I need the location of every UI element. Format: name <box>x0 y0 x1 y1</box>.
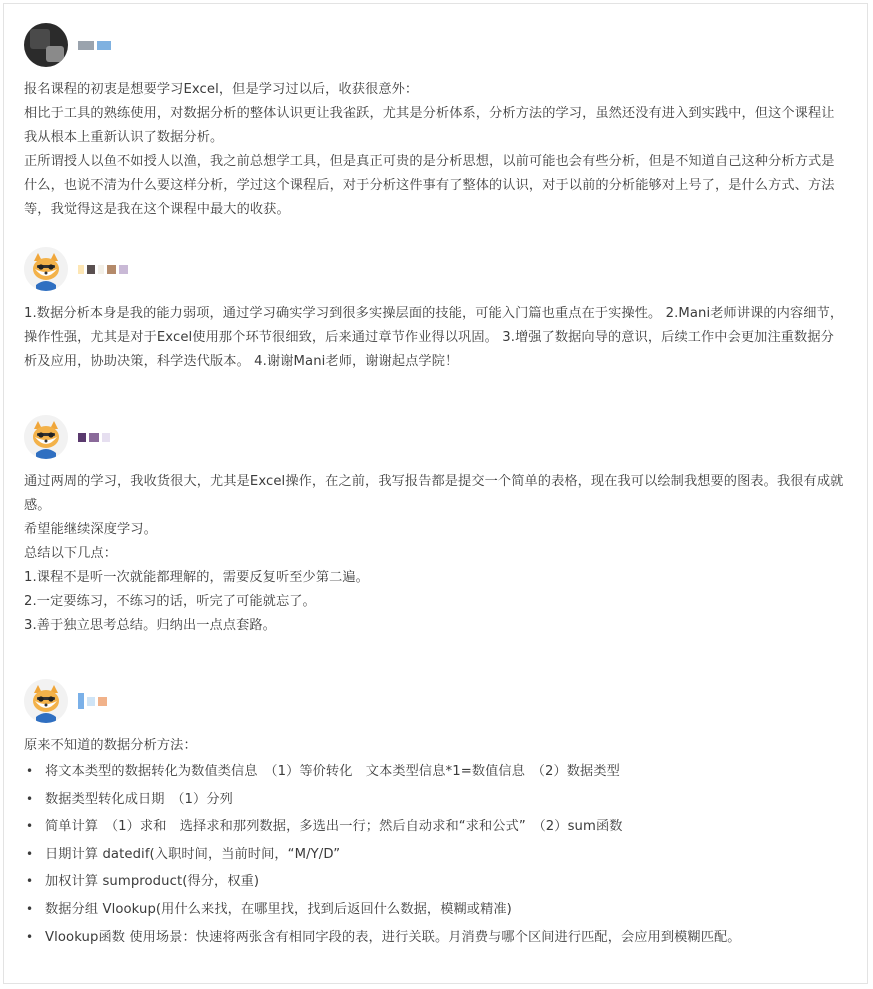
list-item: • 日期计算 datedif(入职时间，当前时间，“M/Y/D” <box>24 841 844 869</box>
comment-body <box>24 470 844 638</box>
comment-paragraph: 通过两周的学习，我收货很大，尤其是Excel操作，在之前，我写报告都是提交一个简单的表格，现在我可以绘制我想要的图表。我很有成就感。 <box>24 474 844 513</box>
comment-body <box>24 78 844 222</box>
list-item: • 数据分组 Vlookup(用什么来找，在哪里找，找到后返回什么数据，模糊或精准) <box>24 896 844 924</box>
comment-body <box>24 302 844 374</box>
list-item: • 加权计算 sumproduct(得分，权重) <box>24 868 844 896</box>
comment-header <box>24 414 844 460</box>
list-item: • Vlookup函数 使用场景：快速将两张含有相同字段的表，进行关联。月消费与哪个区间进行匹配，会应用到模糊匹配。 <box>24 924 844 952</box>
list-item: • 数据类型转化成日期 （1）分列 <box>24 786 844 814</box>
methods-list <box>24 758 844 951</box>
comment-3 <box>24 414 844 638</box>
comment-1 <box>24 22 844 222</box>
username-blurred[interactable] <box>78 41 111 50</box>
comment-4 <box>24 678 844 951</box>
testimonials-card <box>3 3 868 984</box>
username-blurred[interactable] <box>78 693 107 709</box>
list-item: • 将文本类型的数据转化为数值类信息 （1）等价转化 文本类型信息*1=数值信息 （2）数据类型 <box>24 758 844 786</box>
bullet-icon: • <box>26 764 34 778</box>
comment-paragraph: 2.一定要练习，不练习的话，听完了可能就忘了。 <box>24 594 316 609</box>
comment-paragraph: 1.数据分析本身是我的能力弱项，通过学习确实学习到很多实操层面的技能，可能入门篇也重点在于实操性。 2.Mani老师讲课的内容细节，操作性强，尤其是对于Excel使用那个环节很细致，后来通过章节作业得以巩固。 3.增强了数据向导的意识，后续工作中会更加注重数据分析及应用，协助决策，科学迭代版本。 4.谢谢Mani老师，谢谢起点学院！ <box>24 306 844 369</box>
avatar[interactable] <box>24 23 68 67</box>
username-blurred[interactable] <box>78 265 128 274</box>
comment-header <box>24 22 844 68</box>
bullet-icon: • <box>26 901 34 916</box>
username-blurred[interactable] <box>78 433 110 442</box>
comment-paragraph: 报名课程的初衷是想要学习Excel，但是学习过以后，收获很意外： <box>24 82 419 97</box>
bullet-icon: • <box>26 819 34 834</box>
comment-header <box>24 678 844 724</box>
fox-mascot-icon <box>24 247 68 291</box>
comment-paragraph: 相比于工具的熟练使用，对数据分析的整体认识更让我雀跃，尤其是分析体系，分析方法的学习，虽然还没有进入到实践中，但这个课程让我从根本上重新认识了数据分析。 <box>24 106 835 145</box>
avatar[interactable] <box>24 415 68 459</box>
comment-header <box>24 246 844 292</box>
avatar[interactable] <box>24 247 68 291</box>
comment-paragraph: 3.善于独立思考总结。归纳出一点点套路。 <box>24 618 276 633</box>
list-item: • 简单计算 （1）求和 选择求和那列数据，多选出一行；然后自动求和“求和公式” （2）sum函数 <box>24 813 844 841</box>
comment-paragraph: 正所谓授人以鱼不如授人以渔，我之前总想学工具，但是真正可贵的是分析思想，以前可能也会有些分析，但是不知道自己这种分析方式是什么，也说不清为什么要这样分析，学过这个课程后，对于分析这件事有了整体的认识，对于以前的分析能够对上号了，是什么方式、方法等，我觉得这是我在这个课程中最大的收获。 <box>24 154 835 217</box>
comment-paragraph: 总结以下几点： <box>24 546 118 561</box>
comment-2 <box>24 246 844 374</box>
comment-paragraph: 1.课程不是听一次就能都理解的，需要反复听至少第二遍。 <box>24 570 369 585</box>
avatar[interactable] <box>24 679 68 723</box>
bullet-icon: • <box>26 929 34 944</box>
bullet-icon: • <box>26 846 34 861</box>
comment-paragraph: 希望能继续深度学习。 <box>24 522 157 537</box>
fox-mascot-icon <box>24 415 68 459</box>
bullet-icon: • <box>26 791 34 806</box>
comment-body <box>24 734 844 951</box>
fox-mascot-icon <box>24 679 68 723</box>
bullet-icon: • <box>26 874 34 889</box>
methods-intro: 原来不知道的数据分析方法： <box>24 738 197 753</box>
